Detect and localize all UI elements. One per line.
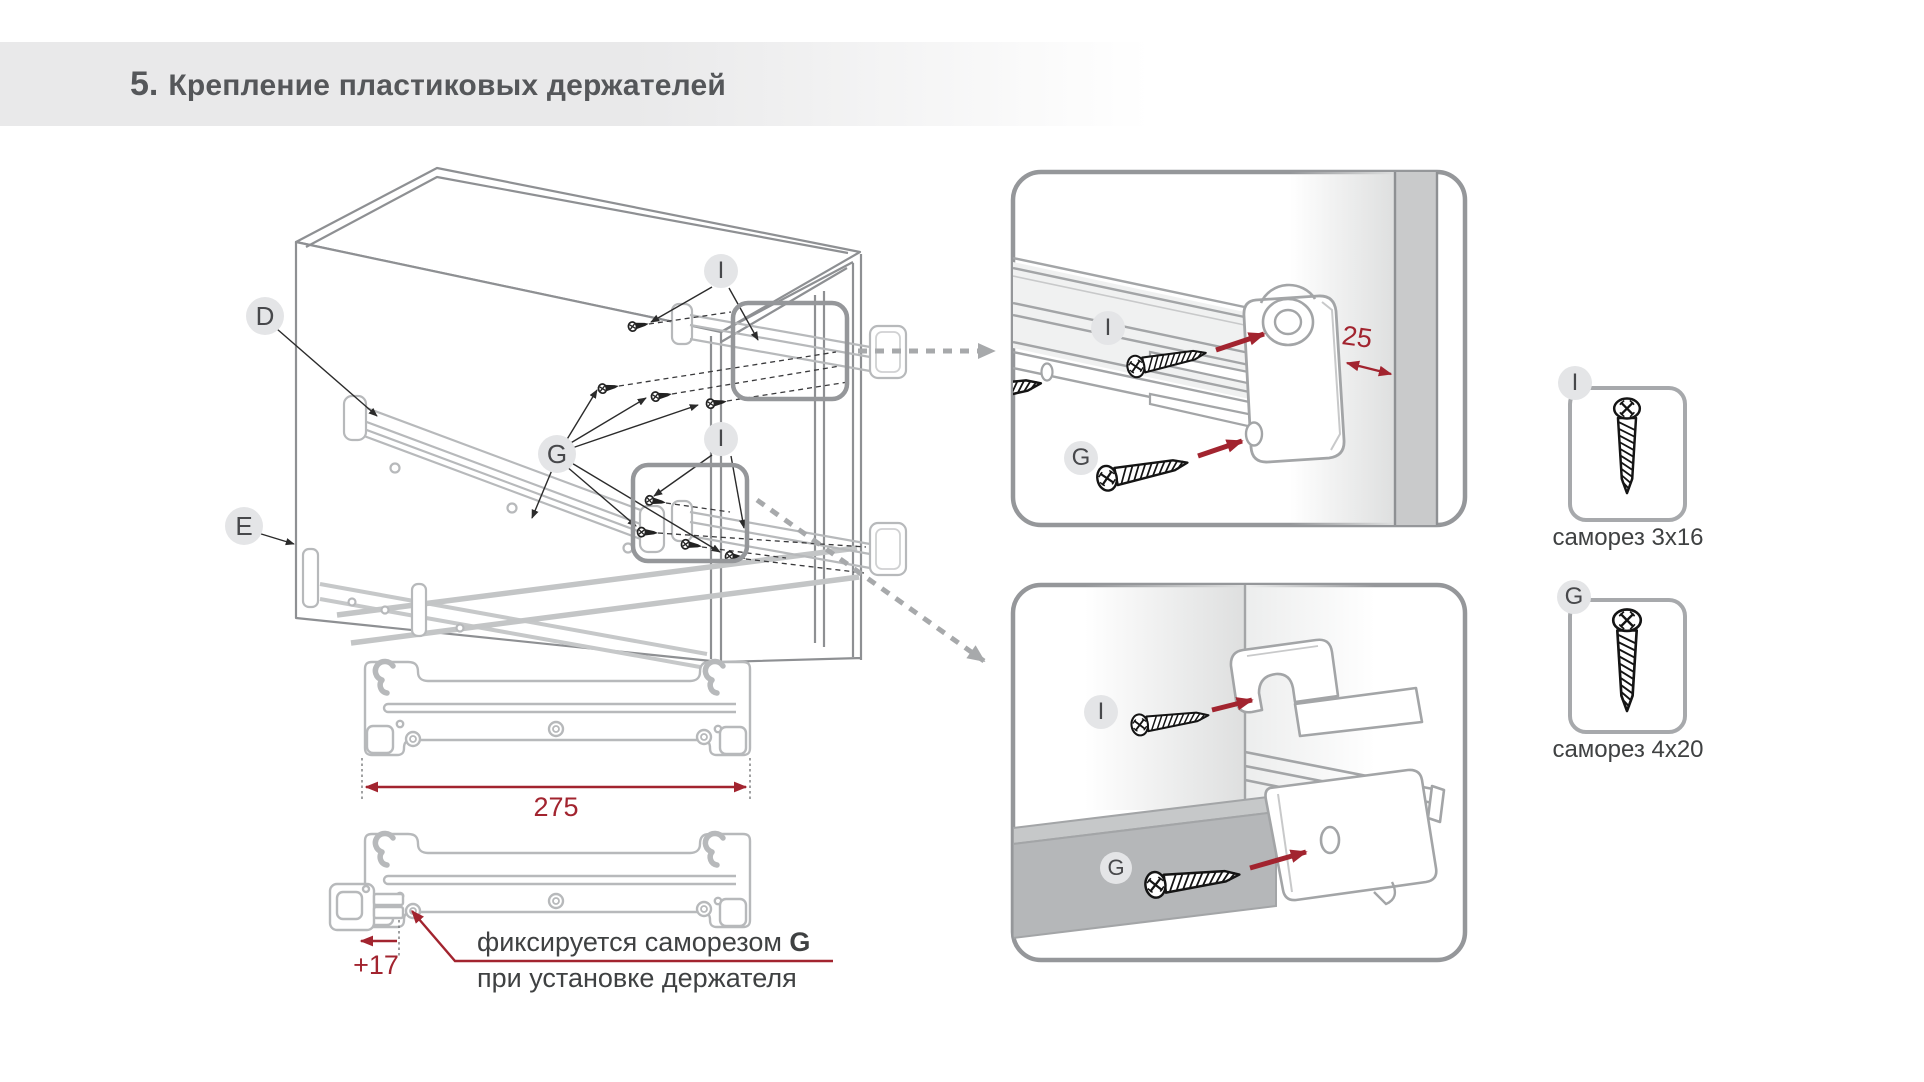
dimension-plus17: +17 <box>353 950 399 980</box>
detail-panel-bottom <box>1013 585 1465 960</box>
part-label-i-bottom: I <box>704 422 738 456</box>
part-label-i-top: I <box>704 254 738 288</box>
panel1-label-g: G <box>1064 441 1098 475</box>
dimension-275: 275 <box>533 792 579 822</box>
panel2-label-i: I <box>1084 695 1118 729</box>
legend-label-4x20: саморез 4x20 <box>1552 736 1704 763</box>
dimension-25: 25 <box>1340 320 1375 354</box>
note-line-1: фиксируется саморезом G <box>477 927 811 957</box>
note-line-2: при установке держателя <box>477 963 797 993</box>
holder-top-view-drawing <box>362 661 750 800</box>
connector-arrow-bottom <box>757 500 984 661</box>
part-label-e: E <box>225 507 263 545</box>
legend-badge-g: G <box>1557 580 1591 614</box>
panel2-label-g: G <box>1100 852 1132 884</box>
detail-panel-top <box>946 172 1465 525</box>
panel1-label-i: I <box>1091 311 1125 345</box>
legend-label-3x16: саморез 3x16 <box>1552 524 1704 551</box>
cabinet-3d-view <box>258 168 994 667</box>
step-number: 5. <box>130 64 159 103</box>
legend-badge-i: I <box>1558 366 1592 400</box>
page-title: 5. Крепление пластиковых держателей <box>130 64 726 103</box>
part-label-g: G <box>538 435 576 473</box>
part-label-d: D <box>246 297 284 335</box>
legend <box>1570 388 1685 732</box>
